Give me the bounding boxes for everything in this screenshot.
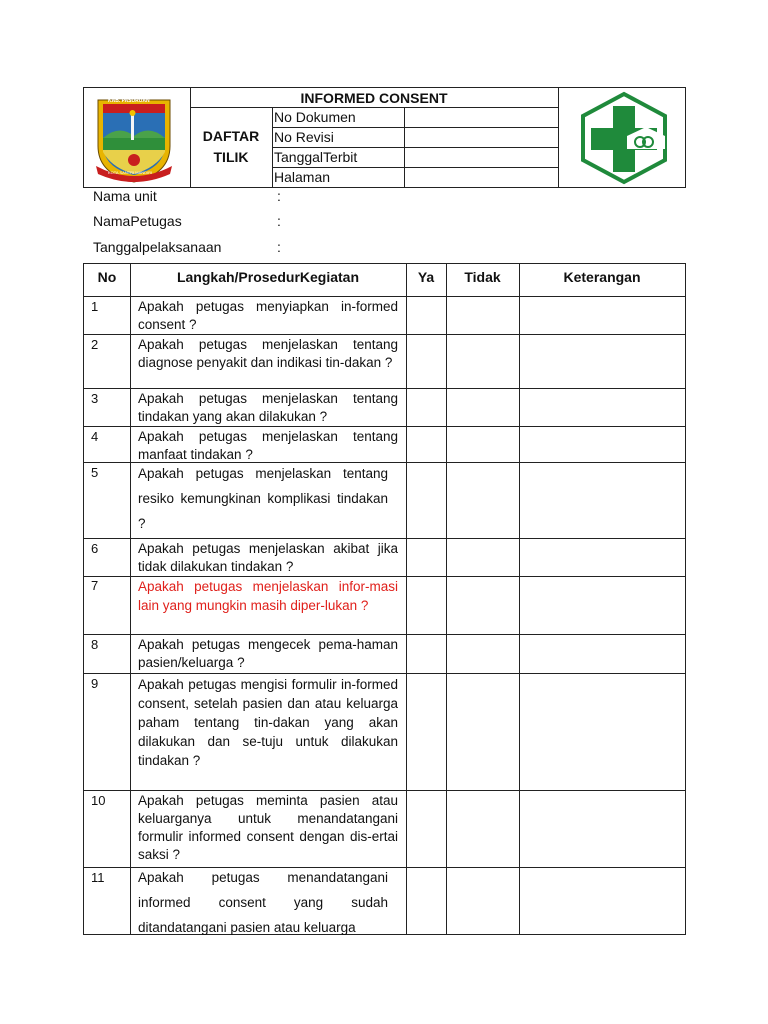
row-question: Apakah petugas menjelaskan akibat jika tidak dilakukan tindakan ? bbox=[138, 541, 398, 574]
row-number: 10 bbox=[91, 793, 106, 808]
row-number: 11 bbox=[91, 870, 105, 885]
row-question-highlighted: Apakah petugas menjelaskan infor-masi lain yang mungkin masih diper-lukan ? bbox=[138, 579, 398, 613]
row-question: Apakah petugas menandatangani informed consent yang sudah ditandatangani pasien atau keluarga bbox=[138, 870, 388, 935]
row-number: 4 bbox=[91, 429, 99, 444]
meta-sep-tanggal: : bbox=[277, 239, 281, 255]
checklist-table bbox=[83, 263, 686, 935]
field-no-dokumen: No Dokumen bbox=[274, 109, 356, 125]
row-question: Apakah petugas menjelaskan tentang manfaat tindakan ? bbox=[138, 429, 398, 462]
row-number: 1 bbox=[91, 299, 99, 314]
row-question: Apakah petugas menjelaskan tentang resiko kemungkinan komplikasi tindakan ? bbox=[138, 466, 388, 531]
row-number: 5 bbox=[91, 465, 99, 480]
meta-label-unit: Nama unit bbox=[93, 188, 157, 204]
logo-caption: KAB. PASURUAN bbox=[108, 98, 150, 104]
meta-label-tanggal: Tanggalpelaksanaan bbox=[93, 239, 222, 255]
document-title: INFORMED CONSENT bbox=[300, 90, 448, 106]
row-question: Apakah petugas meminta pasien atau keluarganya untuk menandatangani formulir informed consent dengan dis-ertai saksi ? bbox=[138, 793, 398, 862]
document-header bbox=[83, 87, 686, 188]
meta-sep-petugas: : bbox=[277, 213, 281, 229]
row-question: Apakah petugas menjelaskan tentang diagnose penyakit dan indikasi tin-dakan ? bbox=[138, 337, 398, 370]
daftar-line-1: DAFTAR bbox=[202, 128, 260, 144]
daftar-tilik-label bbox=[190, 126, 272, 168]
row-question: Apakah petugas menjelaskan tentang tindakan yang akan dilakukan ? bbox=[138, 391, 398, 424]
meta-sep-unit: : bbox=[277, 188, 281, 204]
row-number: 8 bbox=[91, 637, 99, 652]
header-ya: Ya bbox=[417, 269, 435, 285]
header-tidak: Tidak bbox=[464, 269, 501, 285]
header-no: No bbox=[97, 269, 117, 285]
puskesmas-logo bbox=[579, 91, 669, 185]
header-keterangan: Keterangan bbox=[563, 269, 641, 285]
row-number: 3 bbox=[91, 391, 99, 406]
field-no-revisi: No Revisi bbox=[274, 129, 334, 145]
row-question: Apakah petugas mengecek pema-haman pasien/keluarga ? bbox=[138, 637, 398, 670]
header-step: Langkah/ProsedurKegiatan bbox=[176, 269, 360, 285]
row-number: 6 bbox=[91, 541, 99, 556]
row-number: 2 bbox=[91, 337, 99, 352]
daftar-line-2: TILIK bbox=[213, 149, 249, 165]
field-tanggal-terbit: TanggalTerbit bbox=[274, 149, 358, 165]
row-number: 7 bbox=[91, 578, 99, 593]
logo-motto: KOTA SANTRI MANDIRI bbox=[108, 170, 153, 175]
field-halaman: Halaman bbox=[274, 169, 331, 185]
row-question: Apakah petugas mengisi formulir in-formed consent, setelah pasien dan atau keluarga paham tentang tin-dakan yang akan dilakukan dan se-tuju untuk dilakukan tindakan ? bbox=[138, 677, 398, 768]
meta-label-petugas: NamaPetugas bbox=[93, 213, 182, 229]
row-number: 9 bbox=[91, 676, 99, 691]
row-question: Apakah petugas menyiapkan in-formed consent ? bbox=[138, 299, 398, 332]
